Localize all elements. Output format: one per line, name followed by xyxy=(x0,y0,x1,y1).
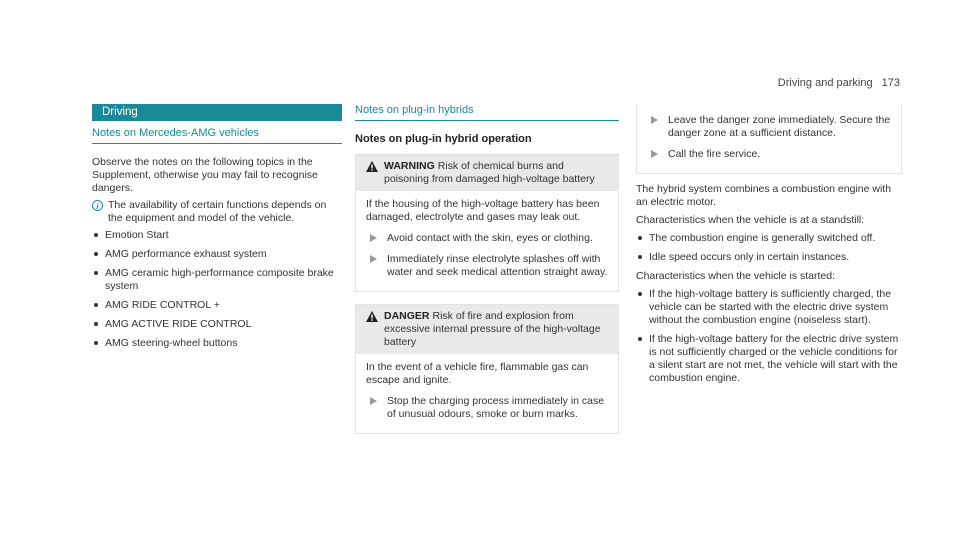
arrow-icon xyxy=(651,150,658,158)
danger-box-continued xyxy=(636,104,902,174)
list-item: Emotion Start xyxy=(92,229,342,242)
paragraph: Characteristics when the vehicle is at a standstill: xyxy=(636,214,865,226)
column-plugin-hybrids xyxy=(355,104,619,446)
list-item: Idle speed occurs only in certain instances. xyxy=(636,251,902,264)
warning-body xyxy=(356,191,618,291)
danger-box xyxy=(355,304,619,434)
danger-body xyxy=(356,354,618,433)
paragraph: Characteristics when the vehicle is started: xyxy=(636,270,836,282)
running-head-title: Driving and parking xyxy=(777,77,873,89)
column-driving xyxy=(92,104,342,356)
step-text: Leave the danger zone immediately. Secure the danger zone at a sufficient distance. xyxy=(668,114,891,139)
step-text: Call the fire service. xyxy=(668,148,761,160)
section-title: Driving xyxy=(92,104,342,121)
warning-icon xyxy=(366,311,378,322)
step-item xyxy=(366,232,608,245)
warning-header xyxy=(356,155,618,191)
step-item xyxy=(647,148,891,161)
arrow-icon xyxy=(370,397,377,405)
info-icon: i xyxy=(92,200,103,211)
started-list xyxy=(636,288,902,385)
step-text: Immediately rinse electrolyte splashes off with water and seek medical attention straight away. xyxy=(387,253,608,278)
subheading-operation: Notes on plug-in hybrid operation xyxy=(355,133,532,145)
warning-body-text: If the housing of the high-voltage battery has been damaged, electrolyte and gases may leak out. xyxy=(366,198,600,223)
info-note-text: The availability of certain functions depends on the equipment and model of the vehicle. xyxy=(108,199,327,224)
subheading-amg: Notes on Mercedes-AMG vehicles xyxy=(92,127,342,144)
danger-label: DANGER xyxy=(384,310,430,322)
list-item: If the high-voltage battery for the electric drive system is not sufficiently charged or the vehicle conditions for a silent start are not met, the vehicle will start with the combustion engine. xyxy=(636,333,902,385)
step-text: Stop the charging process immediately in case of unusual odours, smoke or burn marks. xyxy=(387,395,605,420)
column-hybrid-system xyxy=(636,183,902,391)
running-head xyxy=(778,77,900,90)
list-item: AMG steering-wheel buttons xyxy=(92,337,342,350)
step-item xyxy=(366,253,608,279)
list-item: If the high-voltage battery is sufficiently charged, the vehicle can be started with the electric drive system without the combustion engine (noiseless start). xyxy=(636,288,902,327)
step-text: Avoid contact with the skin, eyes or clothing. xyxy=(387,232,593,244)
danger-body-text: In the event of a vehicle fire, flammable gas can escape and ignite. xyxy=(366,361,589,386)
info-note xyxy=(92,199,342,225)
arrow-icon xyxy=(370,255,377,263)
warning-text: Risk of chemical burns and poisoning from damaged high-voltage battery xyxy=(384,160,595,185)
danger-steps-continued xyxy=(636,104,902,174)
warning-box xyxy=(355,154,619,292)
warning-label: WARNING xyxy=(384,160,435,172)
list-item: AMG ceramic high-performance composite brake system xyxy=(92,267,342,293)
warning-icon xyxy=(366,161,378,172)
standstill-list xyxy=(636,232,902,264)
step-item xyxy=(647,114,891,140)
amg-topics-list xyxy=(92,229,342,350)
list-item: AMG performance exhaust system xyxy=(92,248,342,261)
danger-text: Risk of fire and explosion from excessive internal pressure of the high-voltage battery xyxy=(384,310,601,348)
list-item: AMG RIDE CONTROL + xyxy=(92,299,342,312)
arrow-icon xyxy=(651,116,658,124)
subheading-plugin: Notes on plug-in hybrids xyxy=(355,104,619,121)
arrow-icon xyxy=(370,234,377,242)
danger-header xyxy=(356,305,618,354)
paragraph: The hybrid system combines a combustion engine with an electric motor. xyxy=(636,183,892,208)
intro-text: Observe the notes on the following topics in the Supplement, otherwise you may fail to recognise dangers. xyxy=(92,156,318,194)
step-item xyxy=(366,395,608,421)
page-number: 173 xyxy=(881,77,900,89)
list-item: The combustion engine is generally switched off. xyxy=(636,232,902,245)
list-item: AMG ACTIVE RIDE CONTROL xyxy=(92,318,342,331)
